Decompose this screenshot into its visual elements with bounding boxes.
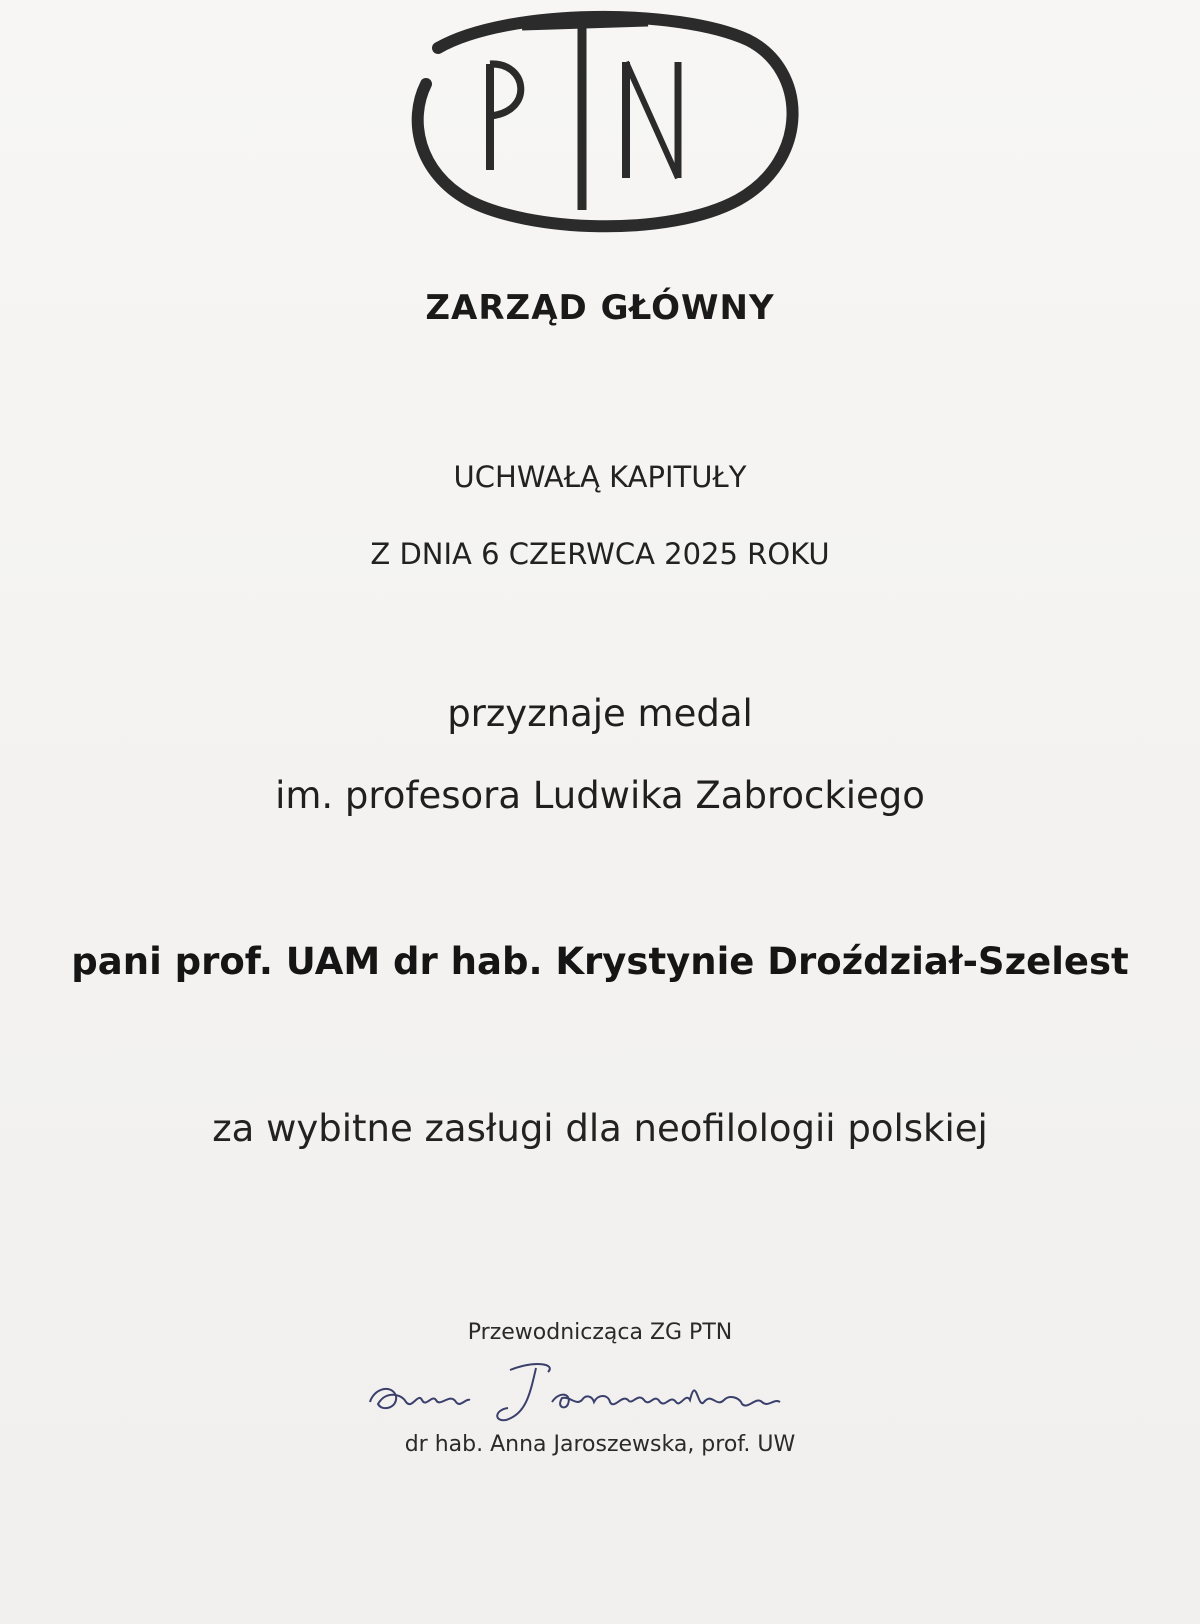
merits-text: za wybitne zasługi dla neofilologii polskiej <box>212 1107 988 1150</box>
signatory-title: Przewodnicząca ZG PTN <box>467 1320 733 1345</box>
resolution-date: Z DNIA 6 CZERWCA 2025 ROKU <box>370 537 830 571</box>
signatory-name: dr hab. Anna Jaroszewska, prof. UW <box>404 1432 796 1457</box>
handwritten-signature <box>360 1350 820 1432</box>
ptn-logo <box>378 0 808 240</box>
board-heading: ZARZĄD GŁÓWNY <box>425 288 775 328</box>
recipient-name: pani prof. UAM dr hab. Krystynie Droździał-Szelest <box>71 940 1129 983</box>
medal-name: im. profesora Ludwika Zabrockiego <box>275 774 925 817</box>
resolution-line: UCHWAŁĄ KAPITUŁY <box>453 460 747 494</box>
award-line: przyznaje medal <box>447 692 753 735</box>
